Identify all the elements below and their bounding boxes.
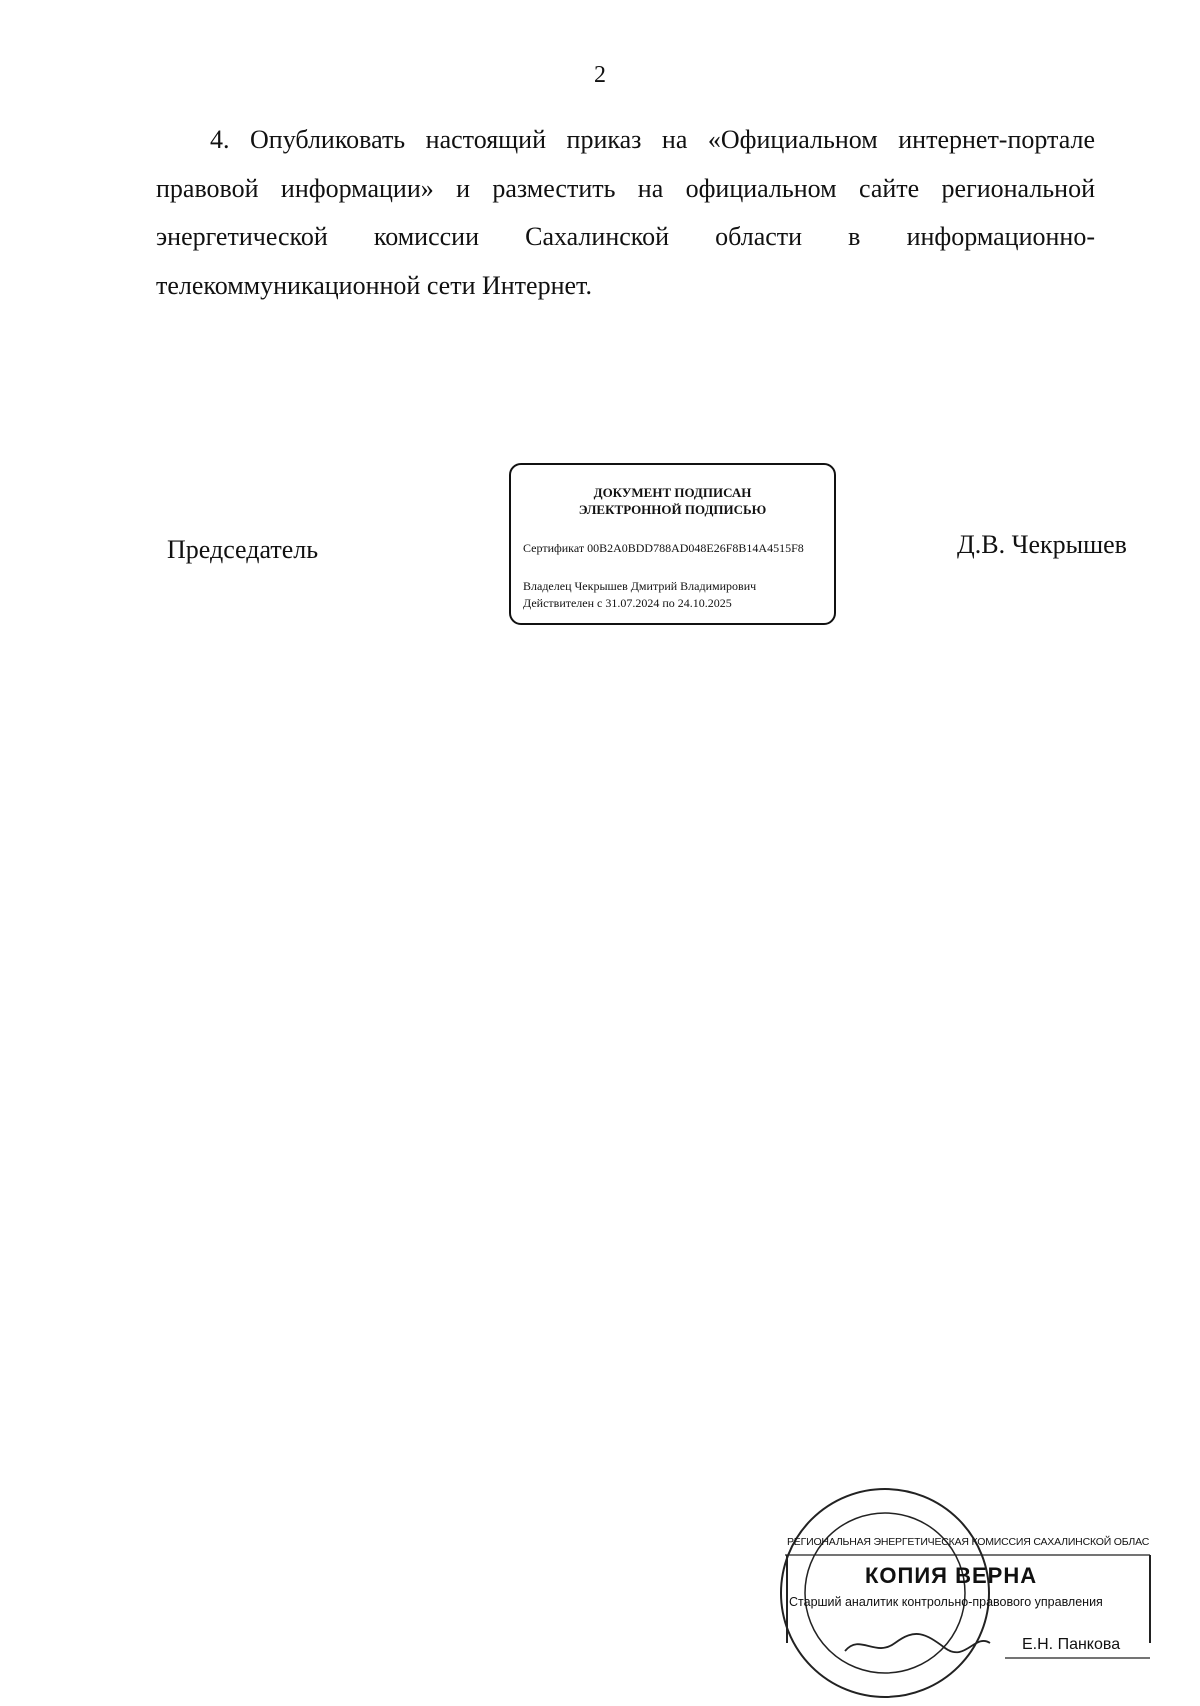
e-signature-heading-line1: ДОКУМЕНТ ПОДПИСАН (593, 485, 752, 500)
page-number: 2 (594, 62, 606, 88)
round-seal-icon (775, 1483, 1155, 1703)
stamp-copy-label: КОПИЯ ВЕРНА (865, 1563, 1038, 1588)
handwritten-signature-icon (845, 1634, 990, 1652)
e-signature-owner: Владелец Чекрышев Дмитрий Владимирович (523, 579, 757, 593)
e-signature-certificate: Сертификат 00B2A0BDD788AD048E26F8B14A4515F8 (523, 541, 804, 555)
e-signature-heading-line2: ЭЛЕКТРОННОЙ ПОДПИСЬЮ (578, 502, 767, 517)
copy-certification-stamp (775, 1483, 1155, 1703)
signer-name: Д.В. Чекрышев (957, 530, 1127, 559)
paragraph-4: 4. Опубликовать настоящий приказ на «Официальном интернет-портале правовой информации» и разместить на официальном сайте региональной энергетической комиссии Сахалинской области в информационно-телекоммуникационной сети Интернет. (156, 125, 1095, 300)
stamp-position: Старший аналитик контрольно-правового управления (789, 1595, 1103, 1609)
stamp-name: Е.Н. Панкова (1022, 1636, 1121, 1653)
stamp-organization: РЕГИОНАЛЬНАЯ ЭНЕРГЕТИЧЕСКАЯ КОМИССИЯ САХАЛИНСКОЙ ОБЛАС (787, 1536, 1150, 1548)
electronic-signature-box (509, 463, 836, 625)
e-signature-heading (511, 484, 834, 518)
e-signature-validity: Действителен с 31.07.2024 по 24.10.2025 (523, 596, 732, 610)
signer-title: Председатель (167, 535, 319, 564)
